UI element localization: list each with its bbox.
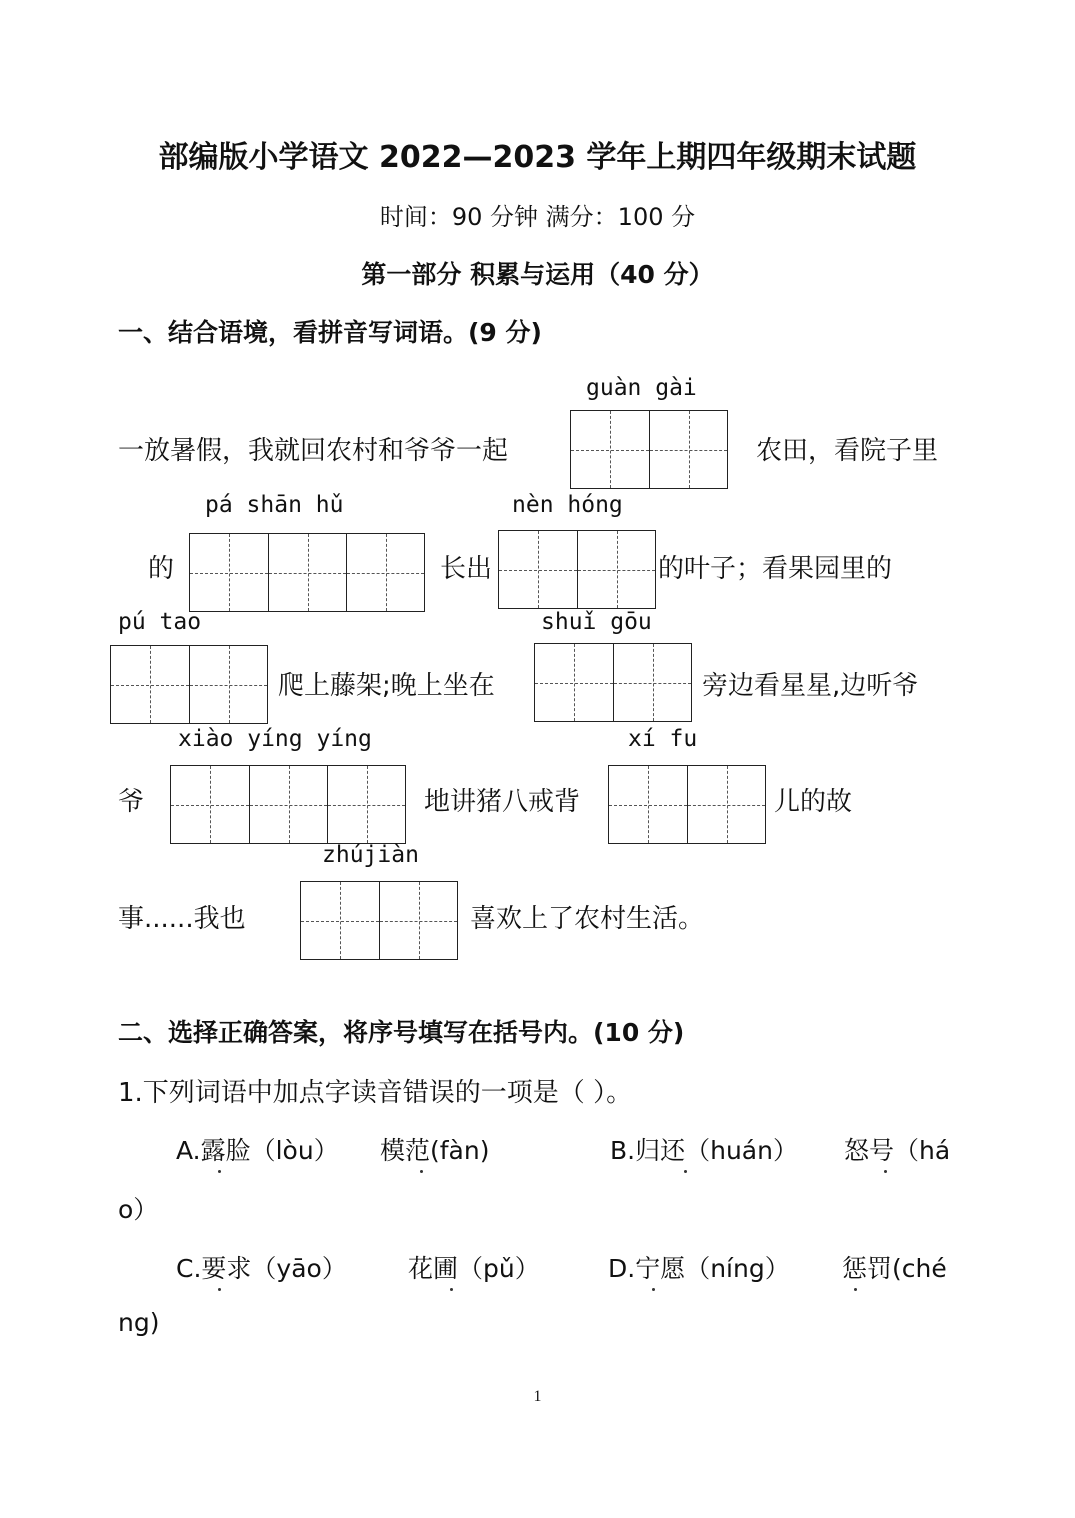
option-d-word2: 惩罚(ché bbox=[842, 1254, 947, 1283]
option-d-word1: D.宁愿（níng） bbox=[608, 1254, 790, 1283]
emphasis-dot bbox=[450, 1288, 453, 1291]
time-info: 时间：90 分钟 满分：100 分 bbox=[379, 203, 696, 231]
answer-grid-pashanhu[interactable] bbox=[189, 533, 425, 612]
emphasis-dot bbox=[884, 1170, 887, 1173]
answer-grid-putao[interactable] bbox=[110, 645, 268, 724]
option-d-word2-cont: ng) bbox=[118, 1308, 160, 1337]
emphasis-dot bbox=[652, 1288, 655, 1291]
answer-grid-shuigou[interactable] bbox=[534, 643, 692, 722]
passage-text-11: 事......我也 bbox=[118, 904, 246, 934]
passage-text-3: 的 bbox=[148, 554, 175, 584]
passage-text-2: 农田，看院子里 bbox=[756, 436, 939, 466]
question-1: 1.下列词语中加点字读音错误的一项是（ ）。 bbox=[118, 1078, 633, 1108]
option-b-word2-cont: o） bbox=[118, 1195, 159, 1224]
option-b-word2: 怒号（há bbox=[844, 1136, 951, 1165]
emphasis-dot bbox=[854, 1288, 857, 1291]
option-a-word1: A.露脸（lòu） bbox=[176, 1136, 339, 1165]
pinyin-guangai: guàn gài bbox=[586, 375, 697, 401]
answer-grid-xiaoyingying[interactable] bbox=[170, 765, 406, 844]
passage-text-6: 爬上藤架;晚上坐在 bbox=[278, 671, 495, 701]
option-c-word2: 花圃（pǔ） bbox=[408, 1254, 540, 1283]
option-b-word1: B.归还（huán） bbox=[610, 1136, 798, 1165]
passage-text-8: 爷 bbox=[118, 787, 145, 817]
passage-text-12: 喜欢上了农村生活。 bbox=[470, 904, 705, 934]
emphasis-dot bbox=[420, 1170, 423, 1173]
pinyin-xifu: xí fu bbox=[628, 726, 698, 752]
page-number: 1 bbox=[533, 1388, 542, 1405]
passage-text-5: 的叶子；看果园里的 bbox=[658, 554, 893, 584]
section1-heading: 一、结合语境，看拼音写词语。(9 分) bbox=[118, 318, 542, 347]
pinyin-zhujian: zhújiàn bbox=[322, 842, 419, 868]
pinyin-shuigou: shuǐ gōu bbox=[541, 609, 652, 635]
passage-text-7: 旁边看星星,边听爷 bbox=[702, 671, 919, 701]
answer-grid-zhujian[interactable] bbox=[300, 881, 458, 960]
pinyin-nenhong: nèn hóng bbox=[512, 492, 623, 518]
option-c-word1: C.要求（yāo） bbox=[176, 1254, 347, 1283]
answer-grid-guangai[interactable] bbox=[570, 410, 728, 489]
pinyin-xiaoyingying: xiào yíng yíng bbox=[178, 726, 372, 752]
passage-text-10: 儿的故 bbox=[774, 787, 853, 817]
option-a-word2: 模范(fàn) bbox=[380, 1136, 490, 1165]
answer-grid-xifu[interactable] bbox=[608, 765, 766, 844]
section2-heading: 二、选择正确答案，将序号填写在括号内。(10 分) bbox=[118, 1018, 685, 1047]
passage-text-9: 地讲猪八戒背 bbox=[424, 787, 581, 817]
pinyin-putao: pú tao bbox=[118, 609, 202, 635]
emphasis-dot bbox=[218, 1170, 221, 1173]
answer-grid-nenhong[interactable] bbox=[498, 530, 656, 609]
passage-text-1: 一放暑假，我就回农村和爷爷一起 bbox=[118, 436, 509, 466]
part-title: 第一部分 积累与运用（40 分） bbox=[361, 260, 714, 289]
page-title: 部编版小学语文 2022—2023 学年上期四年级期末试题 bbox=[158, 140, 917, 175]
passage-text-4: 长出 bbox=[440, 554, 493, 584]
pinyin-pashanhu: pá shān hǔ bbox=[205, 492, 344, 518]
emphasis-dot bbox=[218, 1288, 221, 1291]
emphasis-dot bbox=[684, 1170, 687, 1173]
